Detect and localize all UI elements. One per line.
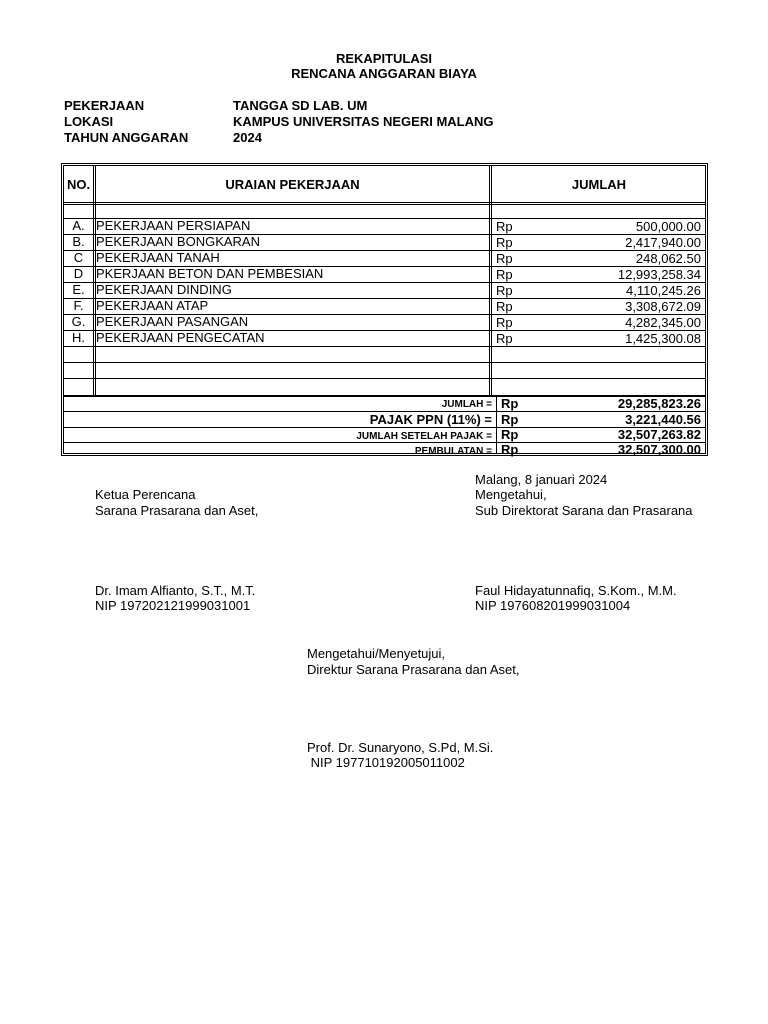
right-signer-name: Faul Hidayatunnafiq, S.Kom., M.M. bbox=[475, 583, 677, 598]
row-currency: Rp bbox=[496, 315, 513, 330]
center-signer-role2: Direktur Sarana Prasarana dan Aset, bbox=[307, 662, 520, 677]
row-uraian: PEKERJAAN TANAH bbox=[96, 250, 220, 265]
row-no: B. bbox=[72, 234, 85, 249]
meta-value-pekerjaan: TANGGA SD LAB. UM bbox=[233, 98, 368, 113]
row-no: F. bbox=[73, 298, 84, 313]
doc-title-line1: REKAPITULASI bbox=[335, 51, 433, 66]
row-amount: 1,425,300.08 bbox=[625, 331, 701, 346]
total-currency: Rp bbox=[501, 412, 519, 427]
row-amount: 248,062.50 bbox=[635, 251, 701, 266]
total-currency: Rp bbox=[501, 396, 519, 411]
row-no: H. bbox=[72, 330, 85, 345]
meta-value-tahun: 2024 bbox=[233, 130, 262, 145]
total-label-setelah-pajak: JUMLAH SETELAH PAJAK = bbox=[356, 431, 492, 442]
center-signer-role1: Mengetahui/Menyetujui, bbox=[307, 646, 446, 661]
row-uraian: PEKERJAAN DINDING bbox=[96, 282, 232, 297]
col-divider-totals bbox=[496, 397, 497, 453]
header-no: NO. bbox=[67, 177, 91, 192]
total-currency: Rp bbox=[501, 442, 519, 457]
doc-title-line2: RENCANA ANGGARAN BIAYA bbox=[291, 66, 477, 81]
total-label-jumlah: JUMLAH = bbox=[441, 399, 492, 410]
row-uraian: PEKERJAAN PENGECATAN bbox=[96, 330, 265, 345]
row-no: D bbox=[73, 266, 84, 281]
total-amount-setelah-pajak: 32,507,263.82 bbox=[617, 427, 701, 442]
row-no: C bbox=[73, 250, 84, 265]
total-amount-pembulatan: 32,507,300.00 bbox=[617, 442, 701, 457]
row-currency: Rp bbox=[496, 267, 513, 282]
header-jumlah: JUMLAH bbox=[571, 177, 627, 192]
row-amount: 2,417,940.00 bbox=[625, 235, 701, 250]
row-currency: Rp bbox=[496, 219, 513, 234]
place-date: Malang, 8 januari 2024 bbox=[475, 472, 608, 487]
left-signer-name: Dr. Imam Alfianto, S.T., M.T. bbox=[95, 583, 256, 598]
total-currency: Rp bbox=[501, 427, 519, 442]
budget-table bbox=[61, 163, 708, 456]
row-no: A. bbox=[72, 218, 85, 233]
row-currency: Rp bbox=[496, 283, 513, 298]
total-label-ppn: PAJAK PPN (11%) = bbox=[369, 412, 492, 427]
row-amount: 4,110,245.26 bbox=[626, 283, 701, 298]
row-amount: 500,000.00 bbox=[635, 219, 701, 234]
right-signer-role2: Sub Direktorat Sarana dan Prasarana bbox=[475, 503, 693, 518]
meta-value-lokasi: KAMPUS UNIVERSITAS NEGERI MALANG bbox=[233, 114, 494, 129]
row-currency: Rp bbox=[496, 299, 513, 314]
row-currency: Rp bbox=[496, 331, 513, 346]
row-amount: 3,308,672.09 bbox=[625, 299, 701, 314]
row-uraian: PEKERJAAN PERSIAPAN bbox=[96, 218, 251, 233]
center-signer-name: Prof. Dr. Sunaryono, S.Pd, M.Si. bbox=[307, 740, 494, 755]
total-label-pembulatan: PEMBULATAN = bbox=[414, 446, 492, 457]
center-signer-nip: NIP 197710192005011002 bbox=[307, 755, 465, 770]
left-signer-role1: Ketua Perencana bbox=[95, 487, 196, 502]
left-signer-nip: NIP 197202121999031001 bbox=[95, 598, 251, 613]
header-divider bbox=[64, 202, 705, 205]
left-signer-role2: Sarana Prasarana dan Aset, bbox=[95, 503, 259, 518]
row-uraian: PKERJAAN BETON DAN PEMBESIAN bbox=[96, 266, 324, 281]
meta-label-tahun: TAHUN ANGGARAN bbox=[64, 130, 189, 145]
row-no: G. bbox=[71, 314, 86, 329]
right-signer-role1: Mengetahui, bbox=[475, 487, 547, 502]
meta-label-lokasi: LOKASI bbox=[64, 114, 114, 129]
total-amount-jumlah: 29,285,823.26 bbox=[617, 396, 701, 411]
right-signer-nip: NIP 197608201999031004 bbox=[475, 598, 631, 613]
total-amount-ppn: 3,221,440.56 bbox=[625, 412, 701, 427]
row-amount: 12,993,258.34 bbox=[617, 267, 701, 282]
row-no: E. bbox=[72, 282, 85, 297]
row-currency: Rp bbox=[496, 251, 513, 266]
row-uraian: PEKERJAAN BONGKARAN bbox=[96, 234, 260, 249]
meta-label-pekerjaan: PEKERJAAN bbox=[64, 98, 145, 113]
row-amount: 4,282,345.00 bbox=[625, 315, 701, 330]
row-uraian: PEKERJAAN ATAP bbox=[96, 298, 209, 313]
row-currency: Rp bbox=[496, 235, 513, 250]
row-uraian: PEKERJAAN PASANGAN bbox=[96, 314, 249, 329]
header-uraian: URAIAN PEKERJAAN bbox=[225, 177, 360, 192]
